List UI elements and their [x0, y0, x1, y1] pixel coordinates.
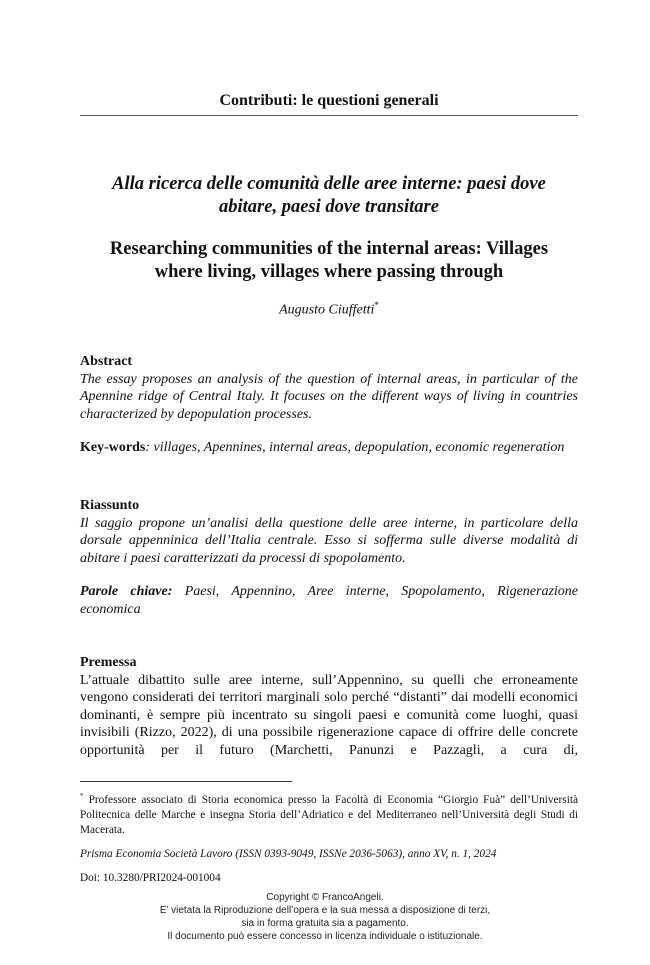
copyright-notice	[0, 891, 650, 943]
italian-title	[80, 173, 578, 219]
section-header: Contributi: le questioni generali	[219, 92, 439, 109]
keywords-text: villages, Apennines, internal areas, depopulation, economic regeneration	[153, 440, 565, 455]
copyright-line2: E’ vietata la Riproduzione dell’opera e la sua messa a disposizione di terzi,	[159, 905, 491, 916]
journal-citation: Prisma Economia Società Lavoro (ISSN 0393-9049, ISSNe 2036-5063), anno XV, n. 1, 2024	[80, 848, 497, 860]
abstract-heading: Abstract	[80, 354, 133, 369]
footnote-text: Professore associato di Storia economica presso la Facoltà di Economia “Giorgio Fuà” dell’Università Politecnica delle Marche e insegna Storia dell’Adriatico e del Mediterraneo nell’Università degli Studi di Macerata.	[80, 793, 578, 836]
premessa-section	[80, 654, 578, 759]
parole-chiave-text: Paesi, Appennino, Aree interne, Spopolamento, Rigenerazione economica	[80, 584, 578, 617]
keywords-section	[80, 439, 578, 457]
riassunto-section	[80, 497, 578, 567]
author-line	[80, 300, 578, 319]
keywords-colon: :	[145, 440, 150, 455]
author-footnote-marker[interactable]: *	[374, 300, 379, 310]
abstract-text: The essay proposes an analysis of the question of internal areas, in particular of the Apennine ridge of Central Italy. It focuses on the different ways of living in countries characterized by depopulation processes.	[80, 371, 578, 422]
author-name: Augusto Ciuffetti	[279, 302, 375, 318]
premessa-text: L’attuale dibattito sulle aree interne, sull’Appennino, su quelli che erroneamente vengono considerati dei territori marginali solo perché “distanti” dai modelli economici dominanti, è sempre più incentrato su singoli paesi e comunità come luoghi, quasi invisibili (Rizzo, 2022), di una possibile rigenerazione capace di offrire delle concrete opportunità per il futuro (Marchetti, Panunzi e Pazzagli, a cura di,	[80, 672, 578, 758]
footnote-marker: *	[80, 792, 84, 800]
riassunto-text: Il saggio propone un’analisi della questione delle aree interne, in particolare della dorsale appenninica dell’Italia centrale. Esso si sofferma sulle diverse modalità di abitare i paesi caratterizzati da processi di spopolamento.	[80, 515, 578, 566]
english-title-line2: where living, villages where passing through	[154, 262, 504, 282]
premessa-heading: Premessa	[80, 655, 137, 670]
italian-title-line2: abitare, paesi dove transitare	[219, 197, 439, 217]
copyright-line3: sia in forma gratuita sia a pagamento.	[241, 918, 409, 929]
english-title	[80, 238, 578, 284]
english-title-line1: Researching communities of the internal areas: Villages	[109, 239, 549, 259]
header-rule	[80, 115, 578, 116]
footnote	[80, 789, 578, 838]
italian-title-line1: Alla ricerca delle comunità delle aree interne: paesi dove	[112, 174, 546, 194]
abstract-section	[80, 353, 578, 423]
copyright-line4: Il documento può essere concesso in licenza individuale o istituzionale.	[167, 931, 483, 942]
parole-chiave-label: Parole chiave:	[80, 584, 173, 599]
riassunto-heading: Riassunto	[80, 498, 140, 513]
copyright-line1: Copyright © FrancoAngeli.	[266, 892, 384, 903]
parole-chiave-section	[80, 583, 578, 618]
footnote-rule	[80, 781, 292, 782]
doi[interactable]: Doi: 10.3280/PRI2024-001004	[80, 872, 221, 884]
keywords-label: Key-words	[80, 440, 146, 455]
